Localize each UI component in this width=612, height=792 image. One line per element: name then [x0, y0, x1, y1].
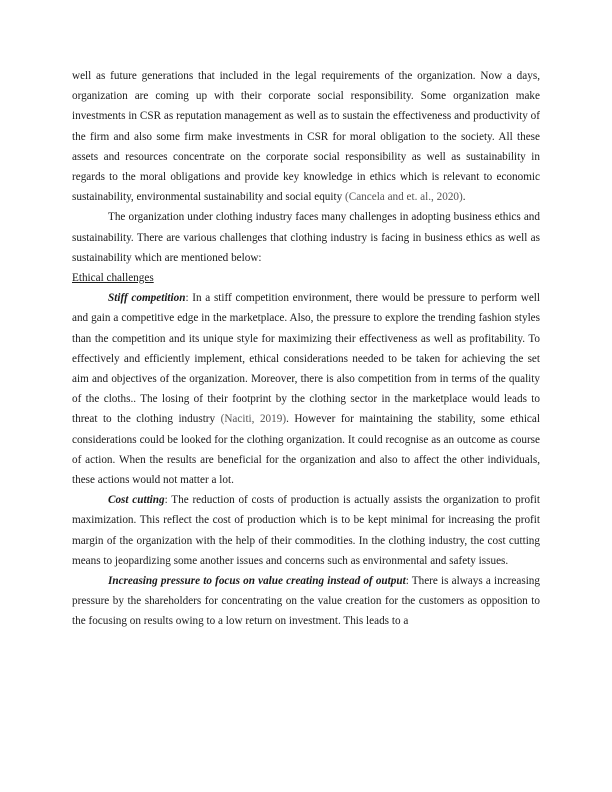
- paragraph-stiff-competition: [72, 288, 540, 490]
- section-heading-ethical-challenges: Ethical challenges: [72, 272, 154, 285]
- citation-naciti: (Naciti, 2019): [220, 413, 287, 426]
- term-cost-cutting: Cost cutting: [108, 494, 165, 507]
- paragraph-challenges-intro: [72, 207, 540, 268]
- paragraph-cost-cutting-text: : The reduction of costs of production is actually assists the organization to profit maximization. This reflect the cost of production which is to be kept minimal for increasing the profit margin of the organization with the help of their commodities. In the clothing industry, the cost cutting means to jeopardizing some another issues and concerns such as environmental and safety issues.: [72, 494, 540, 567]
- paragraph-cost-cutting: [72, 490, 540, 571]
- paragraph-challenges-intro-text: The organization under clothing industry faces many challenges in adopting business ethics and sustainability. There are various challenges that clothing industry is facing in business ethics as well as sustainability which are mentioned below:: [72, 211, 540, 264]
- paragraph-value-creation-text: : There is always a increasing pressure by the shareholders for concentrating on the value creation for the customers as opposition to the focusing on results owing to a low return on investment. This leads to a: [72, 575, 540, 628]
- paragraph-stiff-competition-text-a: : In a stiff competition environment, there would be pressure to perform well and gain a competitive edge in the marketplace. Also, the pressure to explore the trending fashion styles than the competition and its unique style for maximizing their effectiveness as well as profitability. To effectively and efficiently implement, ethical considerations needed to be taken for achieving the set aim and objectives of the organization. Moreover, there is also competition from in terms of the quality of the cloths.. The losing of their footprint by the clothing sector in the marketplace would leads to threat to the clothing industry: [72, 292, 541, 426]
- paragraph-value-creation: [72, 571, 540, 632]
- document-body: [72, 66, 540, 632]
- citation-cancela: (Cancela and et. al., 2020): [345, 191, 463, 204]
- term-stiff-competition: Stiff competition: [108, 292, 186, 305]
- paragraph-stiff-competition-text-b: . However for maintaining the stability, some ethical considerations could be looked for the clothing organization. It could recognise as an outcome as course of action. When the results are beneficial for the organization and also to affect the other individuals, these actions would not matter a lot.: [72, 413, 540, 487]
- paragraph-csr-text: well as future generations that included in the legal requirements of the organization. Now a days, organization are coming up with their corporate social responsibility. Some organization make investments in CSR as reputation management as well as to sustain the effectiveness and productivity of the firm and also some firm make investments in CSR for moral obligation to the society. All these assets and resources concentrate on the corporate social responsibility as well as sustainability in regards to the moral obligations and provide key knowledge in ethics which is relevant to economic sustainability, environmental sustainability and social equity: [72, 70, 540, 204]
- paragraph-csr-end: .: [462, 191, 466, 204]
- term-value-creation: Increasing pressure to focus on value creating instead of output: [108, 575, 406, 588]
- paragraph-csr: [72, 66, 540, 207]
